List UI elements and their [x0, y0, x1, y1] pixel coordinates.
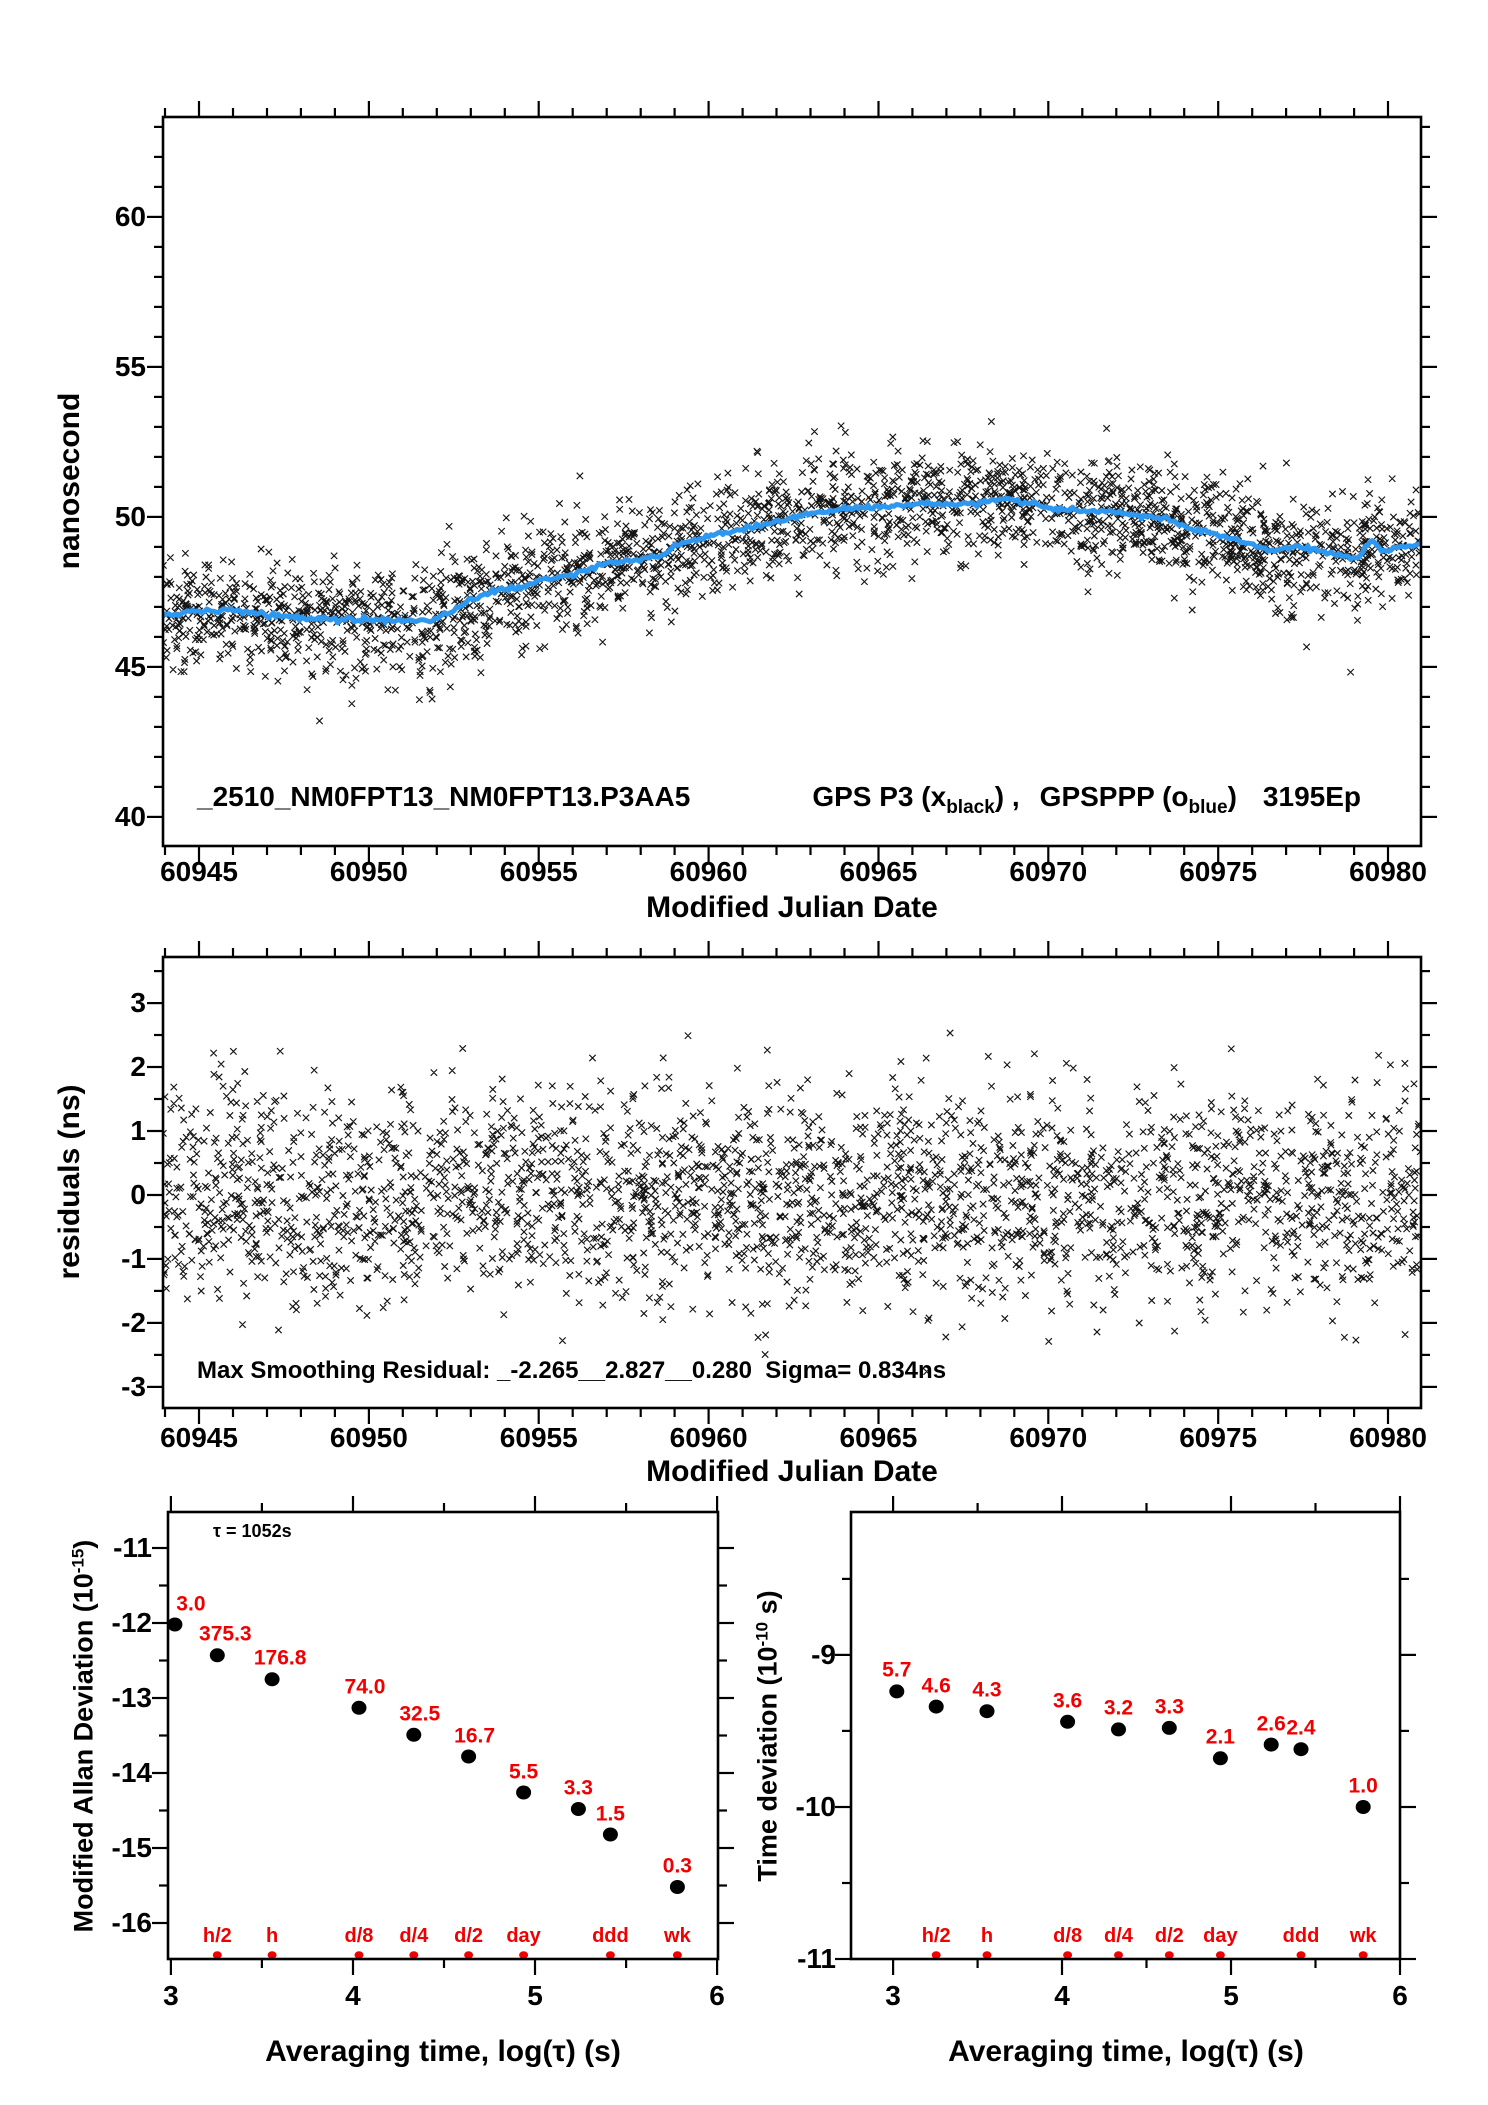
deviation-point	[461, 1750, 476, 1764]
tau-marker-dot	[519, 1951, 528, 1959]
max-smoothing-annotation: Max Smoothing Residual: _-2.265__2.827__0.280 Sigma= 0.834ns	[197, 1357, 947, 1384]
x-tick-label: 5	[1223, 1980, 1239, 2011]
y-tick-label: 3	[130, 987, 146, 1019]
tau-marker-dot	[355, 1951, 364, 1959]
data-point-label: 74.0	[344, 1675, 386, 1699]
panel-2	[147, 941, 1437, 1424]
y-tick-label: -10	[795, 1790, 836, 1822]
deviation-point	[1264, 1738, 1279, 1752]
tau-marker-dot	[932, 1951, 941, 1959]
tau-marker-dot	[673, 1951, 682, 1959]
data-point-label: 3.3	[1154, 1695, 1184, 1719]
tdev-label-close: s)	[752, 1590, 783, 1622]
y-tick-label: -14	[111, 1757, 152, 1788]
data-point-label: 176.8	[253, 1646, 307, 1670]
x-tick-label: 60950	[329, 856, 408, 887]
y-tick-label: -11	[113, 1532, 152, 1563]
data-point-label: 5.5	[508, 1760, 539, 1783]
panel2-y-axis-title: residuals (ns)	[53, 1084, 86, 1280]
tau-marker-dot	[1114, 1951, 1123, 1959]
tau-marker-dot	[464, 1951, 473, 1959]
x-tick-label: 60945	[160, 856, 238, 887]
x-tick-label: 60945	[160, 1422, 238, 1453]
y-tick-label: -2	[121, 1306, 146, 1338]
panel1-title-gps-sub: black	[946, 797, 995, 818]
tau-marker-label: d/2	[1154, 1925, 1184, 1947]
tau-marker-dot	[983, 1951, 992, 1959]
data-point-label: 375.3	[199, 1622, 252, 1646]
tau-marker-label: h	[266, 1925, 279, 1947]
y-tick-label: -13	[111, 1682, 152, 1713]
tau-marker-dot	[1359, 1951, 1368, 1959]
tau-marker-dot	[268, 1951, 277, 1959]
panel1-y-axis-title: nanosecond	[53, 392, 86, 570]
panel1-title-ppp: GPSPPP (o	[1039, 781, 1189, 812]
y-tick-label: -12	[111, 1607, 152, 1638]
tau-marker-label: d/8	[1053, 1925, 1083, 1947]
tau-marker-dot	[1165, 1951, 1174, 1959]
y-tick-label: 60	[114, 200, 146, 232]
tau-marker-label: wk	[1349, 1925, 1377, 1947]
deviation-point	[265, 1672, 280, 1686]
x-tick-label: 60975	[1179, 1422, 1258, 1453]
deviation-point	[1294, 1742, 1309, 1756]
x-tick-label: 60970	[1009, 1422, 1088, 1453]
plot-frame	[168, 1512, 718, 1959]
y-tick-label: 55	[114, 350, 146, 382]
tdev-label-exponent: -10	[752, 1621, 772, 1647]
axis-ticks	[152, 1496, 734, 1975]
deviation-point	[210, 1648, 225, 1662]
residuals-scatter	[160, 1030, 1423, 1375]
tau-marker-label: d/2	[454, 1925, 484, 1947]
tau-marker-dot	[1216, 1951, 1225, 1959]
panel1-x-axis-title: Modified Julian Date	[646, 891, 938, 924]
data-point-label: 2.1	[1205, 1725, 1235, 1749]
deviation-point	[1162, 1721, 1177, 1735]
deviation-point	[603, 1828, 618, 1842]
deviation-point	[1356, 1800, 1371, 1814]
deviation-point	[406, 1728, 421, 1742]
panel1-title-prefix: _2510_NM0FPT13_NM0FPT13.P3AA5	[197, 781, 691, 812]
gps-p3-scatter	[160, 418, 1423, 724]
y-tick-label: -16	[111, 1907, 152, 1938]
tau-marker-label: ddd	[592, 1925, 629, 1947]
deviation-point	[516, 1786, 531, 1800]
y-tick-label: 50	[114, 500, 146, 532]
panel1-title-ppp-close: )	[1227, 781, 1237, 812]
axis-ticks	[835, 1496, 1416, 1975]
data-point-label: 1.0	[1348, 1774, 1378, 1798]
y-tick-label: 45	[114, 650, 146, 682]
panel1-title	[197, 781, 1361, 818]
data-point-label: 3.2	[1103, 1696, 1134, 1720]
data-point-label: 4.3	[972, 1678, 1002, 1702]
tau-marker-label: d/8	[344, 1925, 374, 1947]
data-point-label: 16.7	[454, 1724, 496, 1747]
panel3-x-axis-title: Averaging time, log(τ) (s)	[265, 2035, 621, 2068]
x-tick-label: 60975	[1179, 856, 1258, 887]
tau-marker-dot	[1063, 1951, 1072, 1959]
panel-1	[147, 101, 1437, 862]
data-point-label: 5.7	[882, 1658, 912, 1682]
data-point-label: 1.5	[595, 1802, 625, 1825]
tau-marker-dot	[213, 1951, 222, 1959]
deviation-point	[167, 1618, 182, 1632]
tau-marker-label: h	[980, 1925, 994, 1947]
deviation-point	[1213, 1751, 1228, 1765]
data-point-label: 4.6	[921, 1674, 951, 1698]
plot-frame	[851, 1512, 1400, 1959]
tau-marker-label: ddd	[1282, 1925, 1320, 1947]
tau-marker-label: h/2	[921, 1925, 951, 1947]
panel-3	[152, 1496, 734, 1975]
tau-marker-label: d/4	[1104, 1925, 1133, 1947]
data-point-label: 3.0	[176, 1592, 206, 1615]
x-tick-label: 5	[527, 1980, 543, 2011]
data-point-label: 3.6	[1053, 1689, 1083, 1713]
tau-marker-label: wk	[664, 1925, 691, 1947]
y-tick-label: 2	[130, 1051, 146, 1083]
y-tick-label: -1	[121, 1242, 146, 1274]
y-tick-label: 0	[130, 1178, 146, 1210]
x-tick-label: 60970	[1009, 856, 1088, 887]
x-tick-label: 60965	[839, 1422, 918, 1453]
panel1-title-gps-close: ) ,	[994, 781, 1020, 812]
x-tick-label: 6	[709, 1980, 725, 2011]
x-tick-label: 3	[163, 1980, 179, 2011]
deviation-point	[571, 1802, 586, 1816]
x-tick-label: 60950	[329, 1422, 408, 1453]
deviation-point	[889, 1684, 904, 1698]
tau-marker-label: day	[506, 1925, 541, 1947]
deviation-point	[1111, 1722, 1126, 1736]
deviation-point	[670, 1880, 685, 1894]
data-point-label: 2.6	[1256, 1712, 1286, 1736]
x-tick-label: 60960	[669, 1422, 748, 1453]
x-tick-label: 60980	[1349, 1422, 1427, 1453]
panel1-title-gps: GPS P3 (x	[812, 781, 947, 812]
x-tick-label: 6	[1392, 1980, 1408, 2011]
tau-marker-dot	[409, 1951, 418, 1959]
tdev-label-main: Time deviation (10	[752, 1646, 783, 1882]
tau-annotation: τ = 1052s	[213, 1521, 292, 1541]
panel4-x-axis-title: Averaging time, log(τ) (s)	[948, 2035, 1304, 2068]
deviation-point	[352, 1701, 367, 1715]
x-tick-label: 60965	[839, 856, 918, 887]
mdev-label-main: Modified Allan Deviation (10	[68, 1573, 99, 1933]
panel4-y-axis-title	[752, 1590, 783, 1882]
y-tick-label: 1	[130, 1115, 146, 1146]
tau-marker-label: d/4	[399, 1925, 429, 1947]
data-point-label: 3.3	[563, 1776, 593, 1800]
y-tick-label: -11	[797, 1943, 836, 1974]
panel-4	[835, 1496, 1416, 1975]
x-tick-label: 60960	[669, 856, 748, 887]
deviation-point	[929, 1700, 944, 1714]
mdev-label-close: )	[68, 1539, 99, 1549]
mdev-label-exponent: -15	[68, 1548, 88, 1574]
tau-marker-label: day	[1203, 1925, 1238, 1947]
y-tick-label: -15	[111, 1832, 152, 1863]
data-point-label: 0.3	[662, 1854, 692, 1878]
x-tick-label: 4	[1054, 1980, 1070, 2011]
data-point-label: 32.5	[399, 1702, 441, 1726]
x-tick-label: 60955	[499, 1422, 578, 1453]
plot-frame	[163, 117, 1421, 846]
y-tick-label: -3	[121, 1370, 146, 1402]
deviation-point	[1060, 1715, 1075, 1729]
y-tick-label: 40	[114, 800, 146, 832]
deviation-point	[980, 1704, 995, 1718]
x-tick-label: 4	[345, 1980, 361, 2011]
x-tick-label: 60980	[1349, 856, 1427, 887]
axis-ticks	[147, 101, 1437, 862]
y-tick-label: -9	[811, 1638, 836, 1670]
x-tick-label: 3	[885, 1980, 901, 2011]
panel2-x-axis-title: Modified Julian Date	[646, 1455, 938, 1488]
tau-marker-dot	[1297, 1951, 1306, 1959]
data-point-label: 2.4	[1286, 1716, 1316, 1740]
tau-marker-label: h/2	[202, 1925, 232, 1947]
panel3-y-axis-title	[68, 1539, 99, 1933]
panel1-title-ppp-sub: blue	[1188, 797, 1228, 818]
x-tick-label: 60955	[499, 856, 578, 887]
tau-marker-dot	[606, 1951, 615, 1959]
panel1-title-epochs: 3195Ep	[1262, 781, 1361, 812]
